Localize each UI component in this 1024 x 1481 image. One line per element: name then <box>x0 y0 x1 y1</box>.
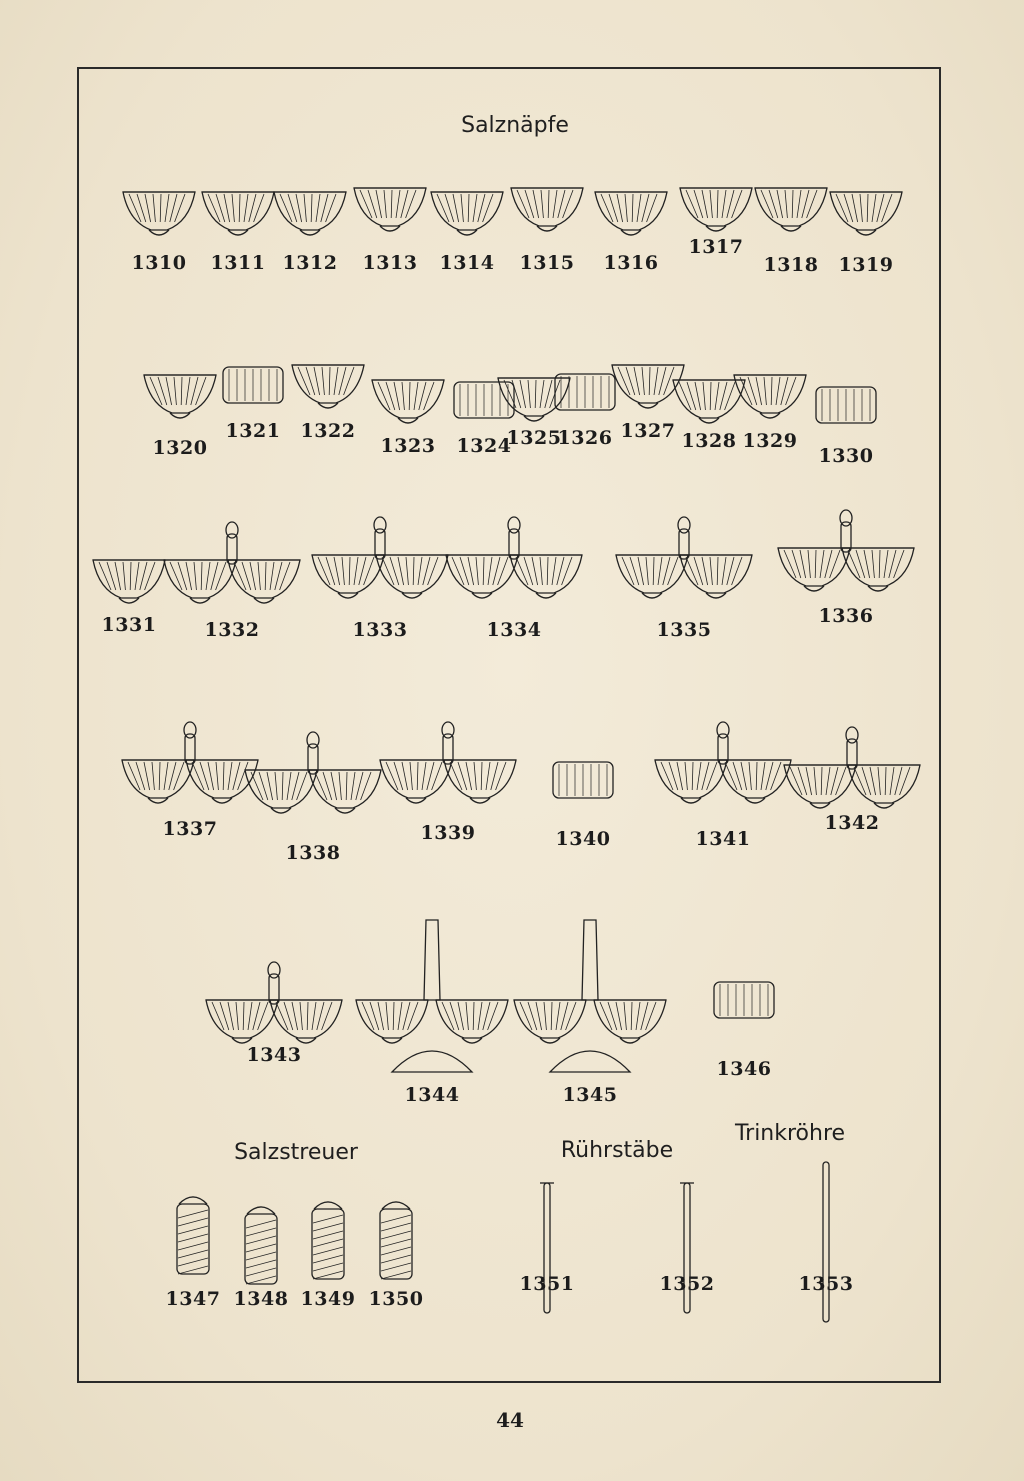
illustration-1347 <box>177 1197 209 1274</box>
heading-ruehrstaebe: Rührstäbe <box>560 1138 674 1163</box>
illustration-1353 <box>823 1162 829 1322</box>
illustration-1331 <box>93 560 165 603</box>
item-number-1323: 1323 <box>380 435 436 457</box>
illustration-1333 <box>312 517 448 598</box>
item-number-1340: 1340 <box>555 828 611 850</box>
illustration-1341 <box>655 722 791 803</box>
item-number-1313: 1313 <box>362 252 418 274</box>
item-number-1328: 1328 <box>681 430 737 452</box>
item-number-1337: 1337 <box>162 818 218 840</box>
item-number-1329: 1329 <box>742 430 798 452</box>
illustration-1350 <box>380 1202 412 1279</box>
illustration-1336 <box>778 510 914 591</box>
illustration-1316 <box>595 192 667 235</box>
item-number-1333: 1333 <box>352 619 408 641</box>
illustration-1334 <box>446 517 582 598</box>
item-number-1317: 1317 <box>688 236 744 258</box>
item-number-1310: 1310 <box>131 252 187 274</box>
item-number-1343: 1343 <box>246 1044 302 1066</box>
illustration-1340 <box>553 762 613 798</box>
illustration-1339 <box>380 722 516 803</box>
illustration-1338 <box>245 732 381 813</box>
item-number-1335: 1335 <box>656 619 712 641</box>
illustration-1323 <box>372 380 444 423</box>
item-number-1347: 1347 <box>165 1288 221 1310</box>
illustration-1313 <box>354 188 426 231</box>
item-number-1349: 1349 <box>300 1288 356 1310</box>
item-number-1345: 1345 <box>562 1084 618 1106</box>
heading-trinkroehre: Trinkröhre <box>734 1121 846 1146</box>
illustration-1325 <box>498 378 570 421</box>
item-number-1352: 1352 <box>659 1273 715 1295</box>
item-number-1331: 1331 <box>101 614 157 636</box>
item-number-1348: 1348 <box>233 1288 289 1310</box>
page-number: 44 <box>496 1408 524 1432</box>
illustration-1328 <box>673 380 745 423</box>
illustration-1337 <box>122 722 258 803</box>
item-number-1315: 1315 <box>519 252 575 274</box>
item-number-1327: 1327 <box>620 420 676 442</box>
item-number-1353: 1353 <box>798 1273 854 1295</box>
illustration-1318 <box>755 188 827 231</box>
illustration-1319 <box>830 192 902 235</box>
item-number-1350: 1350 <box>368 1288 424 1310</box>
item-number-1326: 1326 <box>557 427 613 449</box>
illustration-1345 <box>514 920 666 1072</box>
illustration-1327 <box>612 365 684 408</box>
illustration-1335 <box>616 517 752 598</box>
item-number-1314: 1314 <box>439 252 495 274</box>
illustration-1324 <box>454 382 514 418</box>
illustration-1343 <box>206 962 342 1043</box>
illustration-1330 <box>816 387 876 423</box>
item-number-1322: 1322 <box>300 420 356 442</box>
item-number-1311: 1311 <box>210 252 266 274</box>
illustration-1310 <box>123 192 195 235</box>
item-number-1338: 1338 <box>285 842 341 864</box>
heading-salznaepfe: Salznäpfe <box>461 113 569 138</box>
illustration-1314 <box>431 192 503 235</box>
illustration-1317 <box>680 188 752 231</box>
item-number-1316: 1316 <box>603 252 659 274</box>
item-number-1312: 1312 <box>282 252 338 274</box>
illustration-1311 <box>202 192 274 235</box>
item-number-1339: 1339 <box>420 822 476 844</box>
heading-salzstreuer: Salzstreuer <box>234 1140 358 1165</box>
item-number-1344: 1344 <box>404 1084 460 1106</box>
illustration-1348 <box>245 1207 277 1284</box>
item-number-1319: 1319 <box>838 254 894 276</box>
item-number-1336: 1336 <box>818 605 874 627</box>
illustration-1312 <box>274 192 346 235</box>
item-number-1325: 1325 <box>506 427 562 449</box>
illustration-1321 <box>223 367 283 403</box>
item-number-1330: 1330 <box>818 445 874 467</box>
illustration-1346 <box>714 982 774 1018</box>
illustration-1322 <box>292 365 364 408</box>
item-number-1324: 1324 <box>456 435 512 457</box>
illustration-1315 <box>511 188 583 231</box>
illustration-1349 <box>312 1202 344 1279</box>
item-number-1320: 1320 <box>152 437 208 459</box>
illustration-1332 <box>164 522 300 603</box>
item-number-1346: 1346 <box>716 1058 772 1080</box>
item-number-1332: 1332 <box>204 619 260 641</box>
illustration-1342 <box>784 727 920 808</box>
item-number-1318: 1318 <box>763 254 819 276</box>
item-number-1351: 1351 <box>519 1273 575 1295</box>
illustration-1344 <box>356 920 508 1072</box>
item-number-1334: 1334 <box>486 619 542 641</box>
item-number-1321: 1321 <box>225 420 281 442</box>
illustration-1320 <box>144 375 216 418</box>
illustration-1326 <box>555 374 615 410</box>
item-number-1342: 1342 <box>824 812 880 834</box>
item-number-1341: 1341 <box>695 828 751 850</box>
